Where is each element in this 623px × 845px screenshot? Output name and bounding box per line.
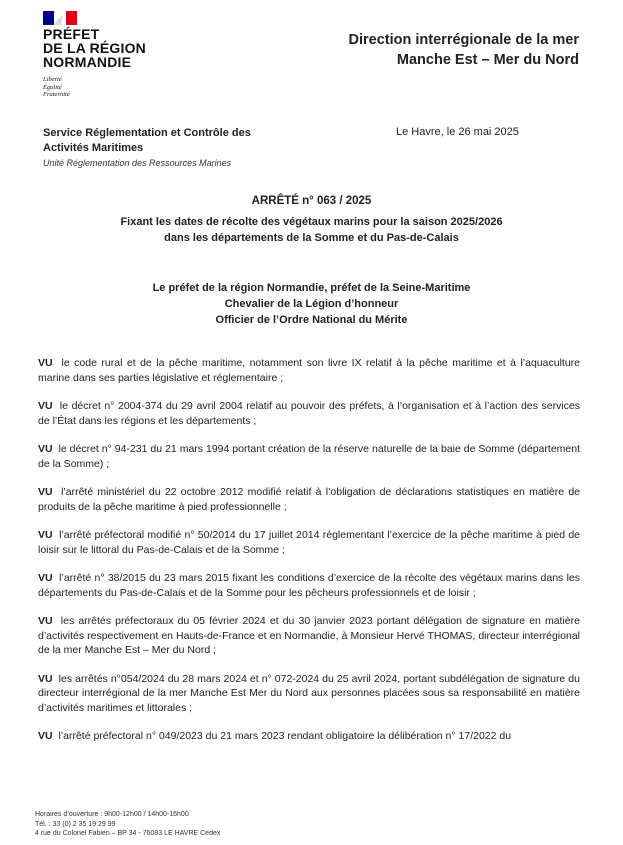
arrete-subtitle xyxy=(0,214,623,246)
vu-paragraph xyxy=(38,485,580,514)
subtitle-line: Fixant les dates de récolte des végétaux marins pour la saison 2025/2026 xyxy=(120,216,503,228)
motto-line: Liberté xyxy=(43,76,62,83)
direction-line: Manche Est – Mer du Nord xyxy=(396,52,579,68)
vu-label: VU xyxy=(38,486,53,498)
vu-label: VU xyxy=(38,529,53,541)
subtitle-line: dans les départements de la Somme et du Pas-de-Calais xyxy=(164,232,459,244)
vu-paragraph xyxy=(38,442,580,471)
vu-label: VU xyxy=(38,572,53,584)
footer-hours: Horaires d’ouverture : 9h00-12h00 / 14h00-16h00 xyxy=(35,811,189,818)
vu-label: VU xyxy=(38,730,53,742)
vu-list xyxy=(38,356,580,744)
vu-paragraph xyxy=(38,399,580,428)
motto-line: Égalité xyxy=(43,83,62,91)
vu-text: les arrêtés préfectoraux du 05 février 2024 et du 30 janvier 2023 portant délégation de signature en matière d’activités respectivement en Hauts-de-France et en Normandie, à Monsieur Hervé THOMAS, directeur interrégional de la mer Manche Est – Mer du Nord ; xyxy=(38,615,580,656)
vu-text: l’arrêté ministériel du 22 octobre 2012 modifié relatif à l’obligation de déclarations statistiques en matière de produits de la pêche maritime à pied professionnelle ; xyxy=(38,486,581,513)
flag-red-band xyxy=(66,11,77,25)
footer-phone: Tél. : 33 (0) 2 35 19 29 99 xyxy=(35,820,116,828)
prefet-line: DE LA RÉGION xyxy=(43,40,146,56)
arrete-title: ARRÊTÉ n° 063 / 2025 xyxy=(251,195,372,207)
authority-block xyxy=(0,280,623,328)
vu-label: VU xyxy=(38,400,53,412)
marianne-logo xyxy=(43,11,77,25)
vu-label: VU xyxy=(38,443,53,455)
vu-paragraph xyxy=(38,571,580,600)
vu-label: VU xyxy=(38,615,53,627)
vu-text: l’arrêté préfectoral modifié n° 50/2014 du 17 juillet 2014 réglementant l’exercice de la pêche maritime à pied de loisir sur le littoral du Pas-de-Calais et de la Somme ; xyxy=(38,529,580,556)
direction-heading xyxy=(349,30,579,70)
service-line: Activités Maritimes xyxy=(43,142,144,154)
vu-paragraph xyxy=(38,614,580,658)
prefet-block xyxy=(43,27,146,69)
date-line: Le Havre, le 26 mai 2025 xyxy=(396,126,519,138)
vu-text: le code rural et de la pêche maritime, notamment son livre IX relatif à la pêche maritime et à l’aquaculture marine dans ses parties législative et réglementaire ; xyxy=(38,357,580,384)
footer-address: 4 rue du Colonel Fabien – BP 34 - 76083 LE HAVRE Cedex xyxy=(35,830,221,837)
vu-text: l’arrêté n° 38/2015 du 23 mars 2015 fixant les conditions d’exercice de la récolte des végétaux marins dans les départements du Pas-de-Calais et de la Somme pour les pêcheurs professionnels et de loisir ; xyxy=(38,572,580,599)
vu-paragraph xyxy=(38,356,580,385)
service-line: Service Réglementation et Contrôle des xyxy=(43,127,251,139)
vu-text: le décret n° 2004-374 du 29 avril 2004 relatif au pouvoir des préfets, à l’organisation et à l’action des services de l’État dans les régions et les départements ; xyxy=(38,400,580,427)
vu-text: les arrêtés n°054/2024 du 28 mars 2024 et n° 072-2024 du 25 avril 2024, portant subdélégation de signature du directeur interrégional de la mer Manche Est Mer du Nord aux personnes placées sous sa responsabilité en matière d’activités maritimes et littorales ; xyxy=(38,672,580,714)
prefet-line: PRÉFET xyxy=(43,26,100,42)
prefet-line: NORMANDIE xyxy=(43,54,132,70)
republic-motto xyxy=(43,76,70,99)
authority-line: Chevalier de la Légion d’honneur xyxy=(224,298,399,310)
footer-contact xyxy=(35,810,220,839)
vu-text: l’arrêté préfectoral n° 049/2023 du 21 mars 2023 rendant obligatoire la délibération n° 17/2022 du xyxy=(58,730,512,742)
service-name xyxy=(43,126,251,156)
vu-paragraph xyxy=(38,528,580,557)
flag-blue-band xyxy=(43,11,54,25)
authority-line: Officier de l’Ordre National du Mérite xyxy=(215,314,408,326)
service-unit: Unité Réglementation des Ressources Marines xyxy=(43,158,232,168)
vu-paragraph xyxy=(38,672,580,716)
vu-text: le décret n° 94-231 du 21 mars 1994 portant création de la réserve naturelle de la baie de Somme (département de la Somme) ; xyxy=(38,443,580,470)
direction-line: Direction interrégionale de la mer xyxy=(348,32,579,48)
motto-line: Fraternité xyxy=(43,91,70,98)
vu-label: VU xyxy=(38,357,53,369)
vu-paragraph xyxy=(38,729,580,744)
authority-line: Le préfet de la région Normandie, préfet de la Seine-Maritime xyxy=(152,282,471,294)
vu-label: VU xyxy=(38,672,53,685)
